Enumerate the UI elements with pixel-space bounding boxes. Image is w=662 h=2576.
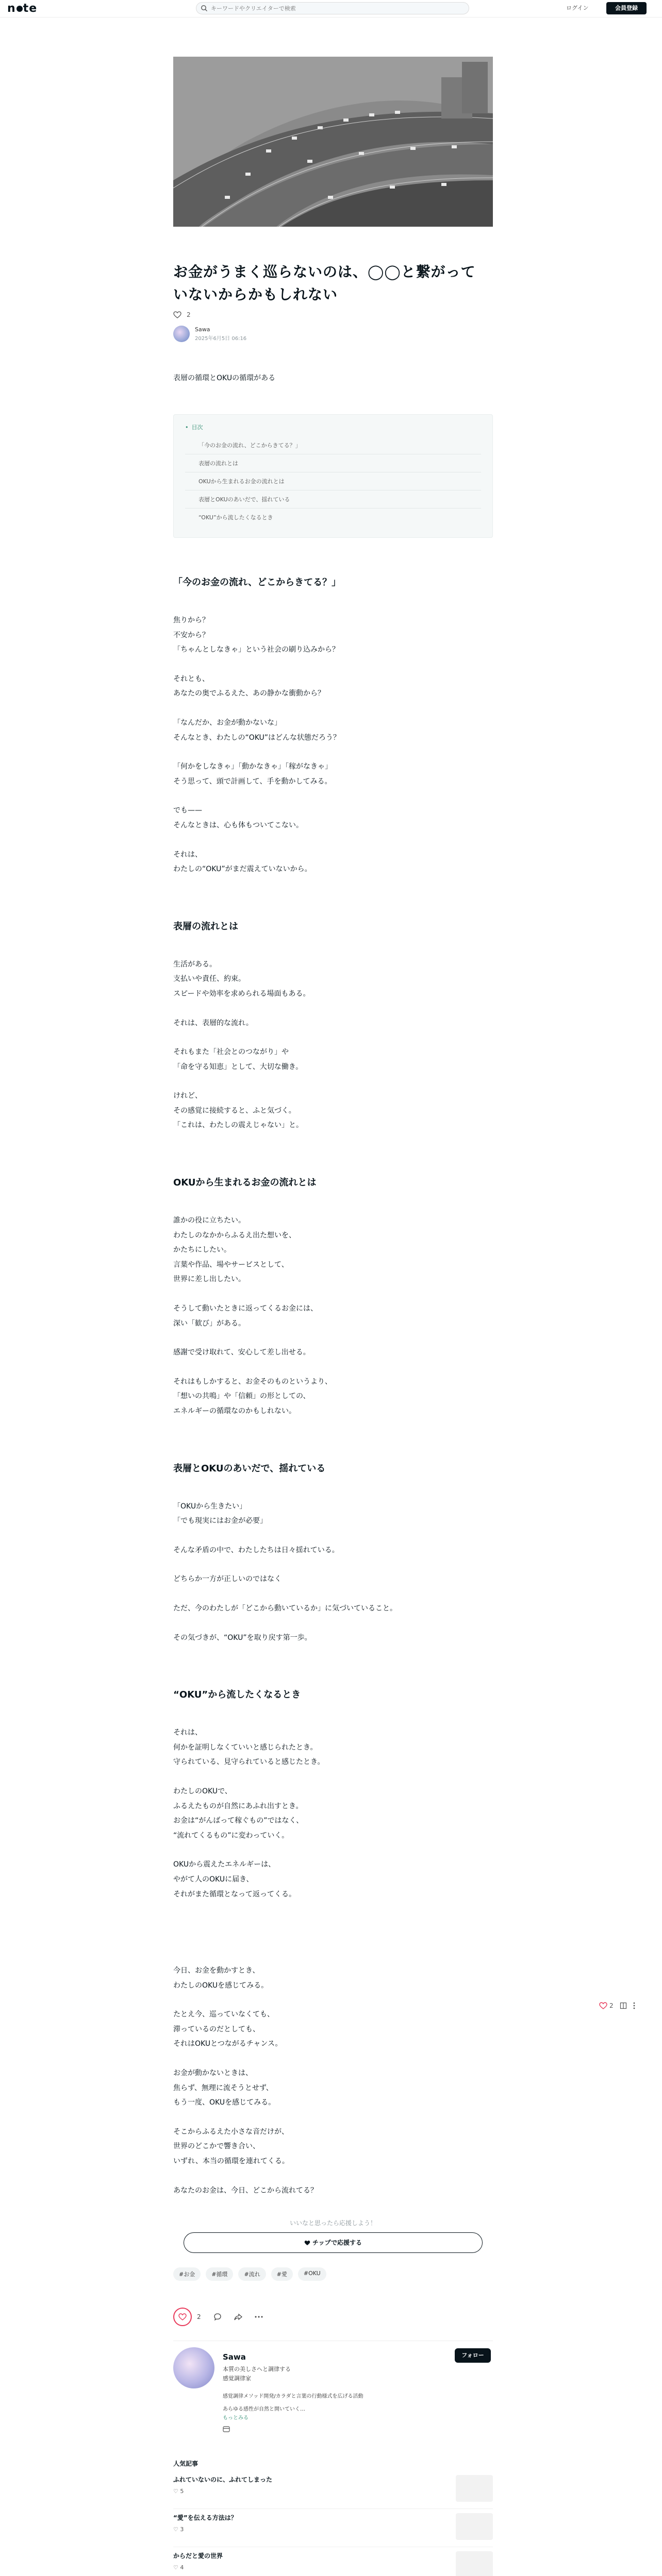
body-line: わたしのOKUを感じてみる。 xyxy=(173,1981,269,1990)
body-line: 今日、お金を動かすとき、 xyxy=(173,1967,260,1975)
popular-articles xyxy=(173,2459,493,2576)
popular-item-likes: ♡ 3 xyxy=(173,2526,184,2533)
popular-item-thumbnail[interactable] xyxy=(456,2513,493,2540)
creator-profile xyxy=(173,2341,493,2432)
creator-description-2: あらゆる感性が自然と開いていく… xyxy=(223,2406,305,2413)
popular-item-title[interactable]: からだと愛の世界 xyxy=(173,2552,223,2560)
body-paragraph xyxy=(173,2007,493,2052)
tag-item[interactable]: #愛 xyxy=(271,2267,293,2281)
body-line: 「なんだか、お金が動かないな」 xyxy=(173,718,282,727)
heart-icon: ♡ xyxy=(173,2564,178,2571)
table-of-contents xyxy=(173,414,493,538)
site-header xyxy=(0,0,662,18)
body-line: それもまた「社会とのつながり」や xyxy=(173,1048,289,1057)
body-line: それは、 xyxy=(173,850,202,859)
popular-item[interactable] xyxy=(173,2513,493,2547)
body-paragraph xyxy=(173,1301,493,1331)
author-avatar[interactable] xyxy=(173,326,190,342)
body-line: でも—— xyxy=(173,806,202,815)
eyecatch-image xyxy=(173,57,493,227)
body-line: それは、表層的な流れ。 xyxy=(173,1019,253,1027)
body-paragraph xyxy=(173,1089,493,1133)
creator-name[interactable]: Sawa xyxy=(223,2352,246,2362)
body-paragraph xyxy=(173,672,493,701)
body-line: どちらか一方が正しいのではなく xyxy=(173,1575,282,1584)
body-line: 「でも現実にはお金が必要」 xyxy=(173,1517,267,1526)
creator-bio-2: 感覚調律家 xyxy=(223,2375,251,2382)
author-block[interactable] xyxy=(173,326,493,342)
body-line: わたしのなかからふるえ出た想いを、 xyxy=(173,1231,296,1240)
more-options-icon[interactable] xyxy=(255,2316,263,2318)
support-area xyxy=(173,2218,493,2253)
tag-item[interactable]: #お金 xyxy=(173,2267,201,2281)
bookmark-icon[interactable] xyxy=(620,2002,627,2009)
top-like-area xyxy=(173,311,493,318)
toc-item[interactable]: 表層の流れとは xyxy=(185,454,481,472)
body-line: “流れてくるもの”に変わっていく。 xyxy=(173,1831,289,1840)
body-line: 「ちゃんとしなきゃ」という社会の刷り込みから？ xyxy=(173,646,339,654)
toc-item[interactable]: “OKU”から流したくなるとき xyxy=(198,514,273,521)
body-line: それとも、 xyxy=(173,674,209,683)
creator-more-link[interactable]: もっとみる xyxy=(223,2415,249,2421)
body-line: それはOKUとつながるチャンス。 xyxy=(173,2040,283,2048)
body-line: そこからふるえた小さな音だけが、 xyxy=(173,2127,289,2136)
body-line: エネルギーの循環なのかもしれない。 xyxy=(173,1407,296,1415)
tag-list xyxy=(173,2267,493,2281)
body-line: そう思って、頭で計画して、手を動かしてみる。 xyxy=(173,777,332,786)
body-paragraph xyxy=(173,957,493,1002)
toc-item[interactable]: 「今のお金の流れ、どこからきてる？」 xyxy=(185,436,481,454)
body-line: あなたのお金は、今日、どこから流れてる？ xyxy=(173,2186,318,2195)
body-paragraph xyxy=(173,1213,493,1287)
popular-item[interactable] xyxy=(173,2551,493,2576)
body-paragraph xyxy=(173,1572,493,1587)
heart-icon: ♡ xyxy=(173,2526,178,2533)
body-line: あなたの奥でふるえた、あの静かな衝動から？ xyxy=(173,689,325,698)
tip-button[interactable]: チップで応援する xyxy=(184,2232,483,2253)
body-paragraph xyxy=(173,1499,493,1529)
body-line: 守られている、見守られていると感じたとき。 xyxy=(173,1758,325,1767)
body-paragraph xyxy=(173,1857,493,1902)
floating-actions xyxy=(599,2002,635,2009)
article-body xyxy=(173,575,493,2198)
section-heading: 表層の流れとは xyxy=(173,921,238,932)
section-heading: OKUから生まれるお金の流れとは xyxy=(173,1177,317,1189)
body-paragraph xyxy=(173,1543,493,1558)
section-heading: “OKU”から流したくなるとき xyxy=(173,1689,301,1701)
heart-icon: ♡ xyxy=(173,2488,178,2495)
section-heading: 表層とOKUのあいだで、揺れている xyxy=(173,1463,326,1474)
body-line: ただ、今のわたしが「どこから動いているか」に気づいていること。 xyxy=(173,1604,397,1613)
floating-like-count: 2 xyxy=(609,2002,614,2009)
popular-item[interactable] xyxy=(173,2475,493,2509)
body-paragraph xyxy=(173,1601,493,1616)
body-line: 誰かの役に立ちたい。 xyxy=(173,1216,245,1225)
share-icon[interactable] xyxy=(234,2313,242,2320)
body-line: お金は“がんばって稼ぐもの”ではなく、 xyxy=(173,1817,304,1825)
toc-item[interactable]: 表層とOKUのあいだで、揺れている xyxy=(185,490,481,509)
title-line-2: いないからかもしれない xyxy=(173,286,338,303)
body-paragraph xyxy=(173,803,493,833)
body-line: 生活がある。 xyxy=(173,960,217,969)
support-label: いいなと思ったら応援しよう！ xyxy=(289,2219,376,2227)
body-paragraph xyxy=(173,716,493,745)
body-line: 「何かをしなきゃ」「動かなきゃ」「稼がなきゃ」 xyxy=(173,762,332,771)
like-count: 2 xyxy=(197,2313,201,2321)
tag-item[interactable]: #OKU xyxy=(298,2267,326,2281)
more-options-icon[interactable] xyxy=(633,2002,635,2009)
like-count: 2 xyxy=(187,311,191,318)
body-line: それがまた循環となって返ってくる。 xyxy=(173,1890,296,1899)
note-logo[interactable]: n te xyxy=(7,2,38,15)
body-line: 焦らず、無理に流そうとせず、 xyxy=(173,2083,273,2092)
body-line: やがて人のOKUに届き、 xyxy=(173,1875,254,1884)
body-line: そうして動いたときに返ってくるお金には、 xyxy=(173,1304,318,1313)
heart-icon xyxy=(304,2240,310,2246)
body-line: その気づきが、“OKU”を取り戻す第一歩。 xyxy=(173,1633,312,1642)
body-paragraph xyxy=(173,1784,493,1843)
body-line: いずれ、本当の循環を連れてくる。 xyxy=(173,2157,289,2166)
body-paragraph xyxy=(173,1345,493,1360)
creator-avatar[interactable] xyxy=(173,2347,214,2388)
body-line: それはもしかすると、お金そのものというより、 xyxy=(173,1377,332,1386)
like-heart-icon[interactable] xyxy=(173,311,181,318)
tag-item[interactable]: #循環 xyxy=(206,2267,233,2281)
body-line: わたしのOKUで、 xyxy=(173,1787,232,1795)
creator-bio-1: 本質の美しさへと調律する xyxy=(223,2366,291,2373)
toc-toggle-icon: • xyxy=(185,424,189,431)
toc-heading[interactable]: • 目次 xyxy=(185,424,203,431)
article-lead: 表層の循環とOKUの循環がある xyxy=(173,374,276,382)
popular-item-thumbnail[interactable] xyxy=(456,2475,493,2502)
tag-item[interactable]: #流れ xyxy=(238,2267,266,2281)
body-line: 感謝で受け取れて、安心して差し出せる。 xyxy=(173,1348,310,1357)
body-line: わたしの“OKU”がまだ震えていないから。 xyxy=(173,865,312,874)
body-line: OKUから震えたエネルギーは、 xyxy=(173,1860,276,1869)
article-title xyxy=(173,261,493,306)
creator-description: 感覚調律メソッド開発/カラダと言葉の行動様式を広げる活動 xyxy=(223,2394,363,2400)
popular-item-title[interactable]: “愛”を伝える方法は？ xyxy=(173,2514,237,2522)
body-paragraph xyxy=(173,1963,493,1993)
body-paragraph xyxy=(173,1725,493,1770)
body-line: 滞っているのだとしても、 xyxy=(173,2025,260,2033)
body-line: 世界のどこかで響き合い、 xyxy=(173,2142,260,2151)
body-paragraph xyxy=(173,848,493,877)
title-line-1: お金がうまく巡らないのは、◯◯と繋がって xyxy=(173,263,476,280)
body-line: 焦りから？ xyxy=(173,616,209,624)
body-line: 深い「歓び」がある。 xyxy=(173,1319,245,1328)
body-paragraph xyxy=(173,1045,493,1074)
toc-item[interactable]: OKUから生まれるお金の流れとは xyxy=(185,472,481,490)
body-paragraph xyxy=(173,2066,493,2110)
popular-item-likes: ♡ 4 xyxy=(173,2564,184,2571)
section-heading: 「今のお金の流れ、どこからきてる？」 xyxy=(173,577,341,588)
body-paragraph xyxy=(173,759,493,789)
action-bar xyxy=(173,2308,493,2326)
popular-heading: 人気記事 xyxy=(173,2460,198,2468)
body-line: そんなときは、心も体もついてこない。 xyxy=(173,821,303,829)
body-paragraph xyxy=(173,2183,493,2198)
popular-item-title[interactable]: ふれていないのに、ふれてしまった xyxy=(173,2476,273,2484)
body-line: お金が動かないときは、 xyxy=(173,2069,253,2078)
like-button[interactable] xyxy=(173,2308,192,2326)
membership-icon[interactable] xyxy=(223,2426,470,2432)
body-line: 「OKUから生きたい」 xyxy=(173,1502,247,1511)
body-line: 支払いや責任、約束。 xyxy=(173,975,245,984)
search-icon xyxy=(201,5,208,12)
search-box[interactable] xyxy=(196,2,469,14)
body-line: 世界に差し出したい。 xyxy=(173,1275,245,1284)
follow-button[interactable]: フォロー xyxy=(455,2348,491,2363)
body-line: もう一度、OKUを感じてみる。 xyxy=(173,2098,276,2107)
body-line: 何かを証明しなくていいと感じられたとき。 xyxy=(173,1743,318,1752)
body-line: 不安から？ xyxy=(173,631,209,639)
signup-button[interactable]: 会員登録 xyxy=(606,2,647,14)
popular-item-likes: ♡ 5 xyxy=(173,2488,184,2495)
body-line: 「想いの共鳴」や「信頼」の形としての、 xyxy=(173,1392,310,1401)
body-line: 言葉や作品、場やサービスとして、 xyxy=(173,1260,289,1269)
body-paragraph xyxy=(173,613,493,657)
login-link[interactable]: ログイン xyxy=(566,5,589,11)
body-line: それは、 xyxy=(173,1728,202,1737)
body-line: 「命を守る知恵」として、大切な働き。 xyxy=(173,1062,303,1071)
body-paragraph xyxy=(173,1375,493,1419)
body-line: 「これは、わたしの震えじゃない」と。 xyxy=(173,1121,303,1130)
body-line: たとえ今、巡っていなくても、 xyxy=(173,2010,274,2019)
comment-icon[interactable] xyxy=(213,2313,222,2321)
body-paragraph xyxy=(173,1631,493,1646)
body-line: ふるえたものが自然にあふれ出すとき。 xyxy=(173,1802,303,1810)
body-line: そんなとき、わたしの“OKU”はどんな状態だろう？ xyxy=(173,733,341,742)
floating-like-icon[interactable] xyxy=(599,2002,607,2009)
body-paragraph xyxy=(173,1016,493,1031)
body-line: そんな矛盾の中で、わたしたちは日々揺れている。 xyxy=(173,1546,339,1554)
search-input[interactable] xyxy=(211,4,458,12)
popular-item-thumbnail[interactable] xyxy=(456,2551,493,2576)
author-name[interactable]: Sawa xyxy=(195,326,210,333)
article-main xyxy=(173,57,493,2576)
body-line: かたちにしたい。 xyxy=(173,1246,231,1255)
body-paragraph xyxy=(173,2125,493,2169)
publish-date: 2025年6月5日 06:16 xyxy=(195,336,247,342)
body-line: その感覚に接続すると、ふと気づく。 xyxy=(173,1106,296,1115)
body-line: スピードや効率を求められる場面もある。 xyxy=(173,989,310,998)
body-line: けれど、 xyxy=(173,1092,202,1100)
